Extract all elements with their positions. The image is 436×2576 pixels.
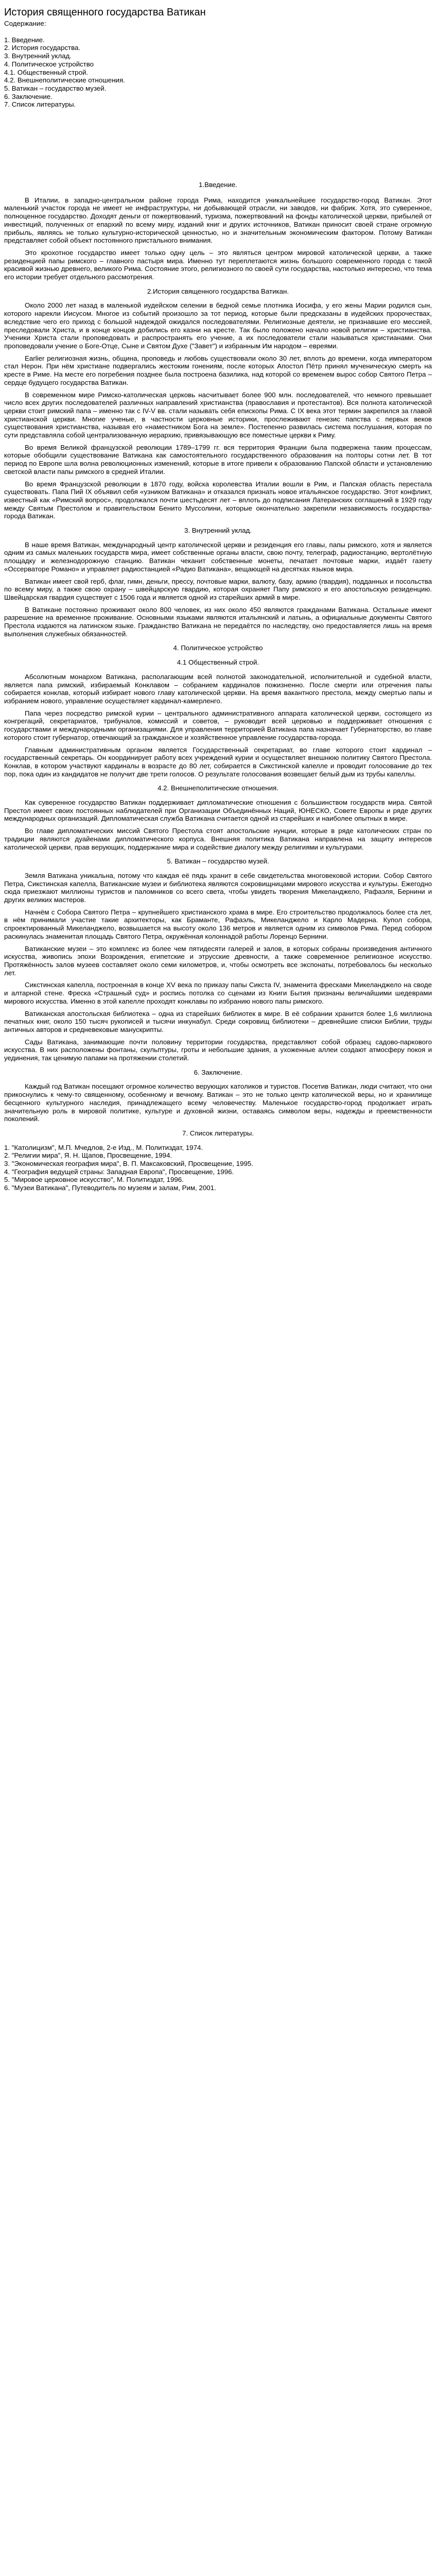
reference-item: 4. "География ведущей страны: Западная Европа", Просвещение, 1996.	[4, 1167, 234, 1176]
paragraph: Во время Французской революции в 1870 году, войска королевства Италии вошли в Рим, и Папская область перестала существовать. Папа Пий IX объявил себя «узником Ватикана» и отказался признать новое итальянское государство. Этот конфликт, известный как «Римский вопрос», продолжался почти шестьдесят лет – вплоть до подписания Латеранских соглашений в 1929 году между Святым Престолом и правительством Бенито Муссолини, которые окончательно закрепили независимость государства-города Ватикан.	[4, 480, 432, 520]
section-heading-inner: 3. Внутренний уклад.	[184, 527, 252, 535]
toc-item: 6. Заключение.	[4, 92, 53, 100]
references-heading: 7. Список литературы.	[182, 1129, 254, 1137]
document-title: История священного государства Ватикан	[4, 7, 206, 18]
section-heading-foreign: 4.2. Внешнеполитические отношения.	[158, 784, 278, 792]
reference-item: 1. "Католицизм", М.П. Мчедлов, 2-е Изд., М. Политиздат, 1974.	[4, 1143, 203, 1151]
paragraph: В современном мире Римско-католическая церковь насчитывает более 900 млн. последователей, что немного превышает число всех других последователей различных направлений христианства (православия и протестантов). Вся полнота католической церкви стоит римский папа – именно так с IV-V вв. стали называть себя епископы Рима. С IX века этот термин закрепился за главой христианской церкви. Многие ученые, в частности церковные историки, прослеживают генезис папства с первых веков существования христианства, называя его «наместником Бога на земле». Постепенно развилась система послушания, которая по сути представляла собой централизованную иерархию, привязывающую все поместные церкви к Риму.	[4, 391, 432, 439]
paragraph: Как суверенное государство Ватикан поддерживает дипломатические отношения с большинством государств мира. Святой Престол имеет своих постоянных наблюдателей при Организации Объединённых Наций, ЮНЕСКО, Совете Европы и ряде других международных организаций. Дипломатическая служба Ватикана считается одной из старейших и наиболее опытных в мире.	[4, 799, 432, 823]
paragraph: Ватиканская апостольская библиотека – одна из старейших библиотек в мире. В её собрании хранится более 1,6 миллиона печатных книг, около 150 тысяч рукописей и тысячи инкунабул. Среди сокровищ библиотеки – древнейшие списки Библии, труды античных авторов и средневековые манускрипты.	[4, 1009, 432, 1033]
toc-item: 5. Ватикан – государство музей.	[4, 84, 107, 92]
toc-item: 4.1. Общественный строй.	[4, 68, 89, 76]
toc-item: 7. Список литературы.	[4, 100, 76, 109]
paragraph: Папа через посредство римской курии – центрального административного аппарата католической церкви, состоящего из конгрегаций, секретариатов, трибуналов, комиссий и советов, – руководит всей церковью и поддерживает отношения с государствами и международными организациями. Для управления территорией Ватикана папа назначает Губернаторство, во главе которого стоит губернатор, отвечающий за гражданское и хозяйственное управление государства-города.	[4, 709, 432, 741]
paragraph: Сикстинская капелла, построенная в конце XV века по приказу папы Сикста IV, знаменита фресками Микеланджело на своде и алтарной стене. Фреска «Страшный суд» и роспись потолка со сценами из Книги Бытия признаны величайшими шедеврами мирового искусства. Именно в этой капелле проходят конклавы по избранию нового папы римского.	[4, 981, 432, 1005]
section-heading-politics: 4. Политическое устройство	[173, 644, 263, 652]
paragraph: Каждый год Ватикан посещают огромное количество верующих католиков и туристов. Посетив Ватикан, люди считают, что они прикоснулись к чему-то священному, особенному и вечному. Ватикан – это не только центр католической веры, но и хранилище бесценного культурного наследия, принадлежащего всему человечеству. Маленькое государство-город продолжает играть значительную роль в мировой политике, культуре и духовной жизни, оставаясь символом веры, надежды и преемственности поколений.	[4, 1082, 432, 1123]
toc-item: 4. Политическое устройство	[4, 60, 94, 68]
reference-item: 3. "Экономическая география мира", В. П. Максаковский, Просвещение, 1995.	[4, 1160, 253, 1168]
paragraph: Это крохотное государство имеет только одну цель – это являться центром мировой католической церкви, а также резиденцией папы римского – главного пастыря мира. Именно тут переплетаются жизнь большого современного города с такой красивой жизнью древнего, великого Рима. Состояние этого, религиозного по своей сути государства, настолько интересно, что тема его истории требует отдельного рассмотрения.	[4, 248, 432, 281]
paragraph: Ватикан имеет свой герб, флаг, гимн, деньги, прессу, почтовые марки, валюту, базу, армию (гвардия), подданных и посольства по всему миру, а также свою охрану – швейцарскую гвардию, которая охраняет Папу римского и его апостольскую резиденцию. Швейцарская гвардия существует с 1506 года и является одной из старейших армий в мире.	[4, 577, 432, 601]
paragraph: Во главе дипломатических миссий Святого Престола стоят апостольские нунции, которые в ряде католических стран по традиции являются дуайенами дипломатического корпуса. Внешняя политика Ватикана направлена на защиту интересов католической церкви, прав верующих, поддержание мира и содействие диалогу между религиями и культурами.	[4, 827, 432, 851]
toc-item: 1. Введение.	[4, 36, 45, 44]
document-body	[4, 181, 432, 1123]
paragraph: В Италии, в западно-центральном районе города Рима, находится уникальнейшее государство-город Ватикан. Этот маленький участок города не имеет не инфраструктуры, ни добывающей отрасли, ни заводов, ни фабрик. Хотя, это суверенное, полноценное государство. Доходят деньги от пожертвований, туризма, пожертвований на фонды католической церкви, прибылей от инвестиций, полученных от епархий по всему миру, изданий книг и других источников, Ватикан приносит своей стране огромную прибыль, являясь не только культурно-исторической ценностью, но и значительным экономическим фактором. Потому Ватикан представляет собой объект постоянного пристального внимания.	[4, 196, 432, 245]
document-page	[0, 0, 436, 1208]
reference-item: 2. "Религии мира", Я. Н. Щапов, Просвещение, 1994.	[4, 1151, 172, 1160]
table-of-contents	[4, 36, 432, 109]
paragraph: Около 2000 лет назад в маленькой иудейском селении в бедной семье плотника Иосифа, у его жены Марии родился сын, которого нарекли Иисусом. Многое из событий произошло за тот период, которые были предсказаны в иудейских пророчествах, вследствие чего его приход с большой надеждой ожидался последователями. Религиозные деятели, не признавшие его мессией, преследовали Христа, и в конце концов добились его казни на кресте. Так было положено начало новой религии – христианства. Ученики Христа стали проповедовать и распространять его учение, а их последователи стали называться христианами. Они проповедовали учение о Боге-Отце, Сыне и Святом Духе ("Завет") и избранным Им народом – евреями.	[4, 301, 432, 350]
paragraph: Главным административным органом является Государственный секретариат, во главе которого стоит кардинал – государственный секретарь. Он координирует работу всех учреждений курии и осуществляет внешнюю политику Святого Престола. Конклав, в котором участвуют кардиналы в возрасте до 80 лет, собирается в Сикстинской капелле и проводит голосование до тех пор, пока один из кандидатов не получит две трети голосов. О результате голосования возвещает белый дым из трубы капеллы.	[4, 745, 432, 778]
section-heading-museum: 5. Ватикан – государство музей.	[167, 857, 269, 866]
paragraph: В Ватикане постоянно проживают около 800 человек, из них около 450 являются гражданами Ватикана. Остальные имеют разрешение на временное проживание. Основными языками являются итальянский и латынь, а официальные документы Святого Престола издаются на латинском языке. Гражданство Ватикана не передаётся по наследству, оно предоставляется лишь на время выполнения служебных обязанностей.	[4, 605, 432, 638]
paragraph: Earlier религиозная жизнь, община, проповедь и любовь существовали около 30 лет, вплоть до времени, когда императором стал Нерон. При нём христиане подвергались жестоким гонениям, после которых Апостол Пётр принял мученическую смерть на кресте в Риме. На месте его погребения позднее была построена базилика, над которой со временем вырос собор Святого Петра – сердце будущего государства Ватикан.	[4, 354, 432, 386]
section-heading-social: 4.1 Общественный строй.	[177, 658, 259, 667]
paragraph: Ватиканские музеи – это комплекс из более чем пятидесяти галерей и залов, в которых собраны произведения античного искусства, живопись эпохи Возрождения, египетские и этрусские древности, а также современное религиозное искусство. Протяжённость залов музеев составляет около семи километров, и, чтобы осмотреть все экспонаты, потребовалось бы несколько лет.	[4, 944, 432, 977]
reference-item: 5. "Мировое церковное искусство", М. Политиздат, 1996.	[4, 1176, 184, 1184]
paragraph: Земля Ватикана уникальна, потому что каждая её пядь хранит в себе свидетельства многовековой истории. Собор Святого Петра, Сикстинская капелла, Ватиканские музеи и библиотека являются сокровищницами мирового искусства и культуры. Ежегодно сюда приезжают миллионы туристов и паломников со всего света, чтобы увидеть творения Микеланджело, Рафаэля, Бернини и других великих мастеров.	[4, 871, 432, 904]
toc-item: 4.2. Внешнеполитические отношения.	[4, 76, 125, 84]
reference-item: 6. "Музеи Ватикана", Путеводитель по музеям и залам, Рим, 2001.	[4, 1184, 216, 1192]
toc-item: 2. История государства.	[4, 44, 81, 52]
references-list	[4, 1144, 432, 1192]
toc-item: 3. Внутренний уклад.	[4, 52, 72, 60]
paragraph: Сады Ватикана, занимающие почти половину территории государства, представляют собой образец садово-паркового искусства. В них расположены фонтаны, скульптуры, гроты и небольшие здания, а ухоженные аллеи создают атмосферу покоя и уединения, так ценимую папами на протяжении столетий.	[4, 1038, 432, 1062]
section-heading-conclusion: 6. Заключение.	[194, 1068, 242, 1076]
toc-heading: Содержание:	[4, 20, 46, 27]
section-heading-intro: 1.Введение.	[199, 181, 237, 189]
section-heading-history: 2.История священного государства Ватикан.	[147, 287, 289, 295]
paragraph: Во время Великой французской революции 1789–1799 гг. вся территория Франции была подвержена таким процессам, которые обобщили существование Ватикана как самостоятельного государственного образования на полторы сотни лет. В тот период по Европе шла волна революционных изменений, которые в итоге привели к образованию Папской области и установлению светской власти папы римского в средней Италии.	[4, 443, 432, 476]
paragraph: В наше время Ватикан, международный центр католической церкви и резиденция его главы, папы римского, хотя и является одним из самых маленьких государств мира, имеет собственные органы власти, свою почту, телеграф, радиостанцию, вертолётную площадку и железнодорожную станцию. Ватикан чеканит собственные монеты, печатает почтовые марки, издаёт газету «Оссерваторе Романо» и управляет радиостанцией «Радио Ватикана», вещающей на десятках языков мира.	[4, 540, 432, 573]
paragraph: Начнём с Собора Святого Петра – крупнейшего христианского храма в мире. Его строительство продолжалось более ста лет, в нём принимали участие такие архитекторы, как Браманте, Рафаэль, Микеланджело и Карло Мадерна. Купол собора, спроектированный Микеланджело, возвышается на высоту около 136 метров и является одним из символов Рима. Перед собором раскинулась знаменитая площадь Святого Петра, окружённая колоннадой работы Лоренцо Бернини.	[4, 908, 432, 940]
paragraph: Абсолютным монархом Ватикана, располагающим всей полнотой законодательной, исполнительной и судебной власти, является папа римский, избираемый Конклавом – собранием кардиналов пожизненно. После смерти или отречения папы собирается конклав, который избирает нового главу католической церкви. На время вакантного престола, между смертью папы и избранием нового, управление осуществляет кардинал-камерленго.	[4, 672, 432, 705]
